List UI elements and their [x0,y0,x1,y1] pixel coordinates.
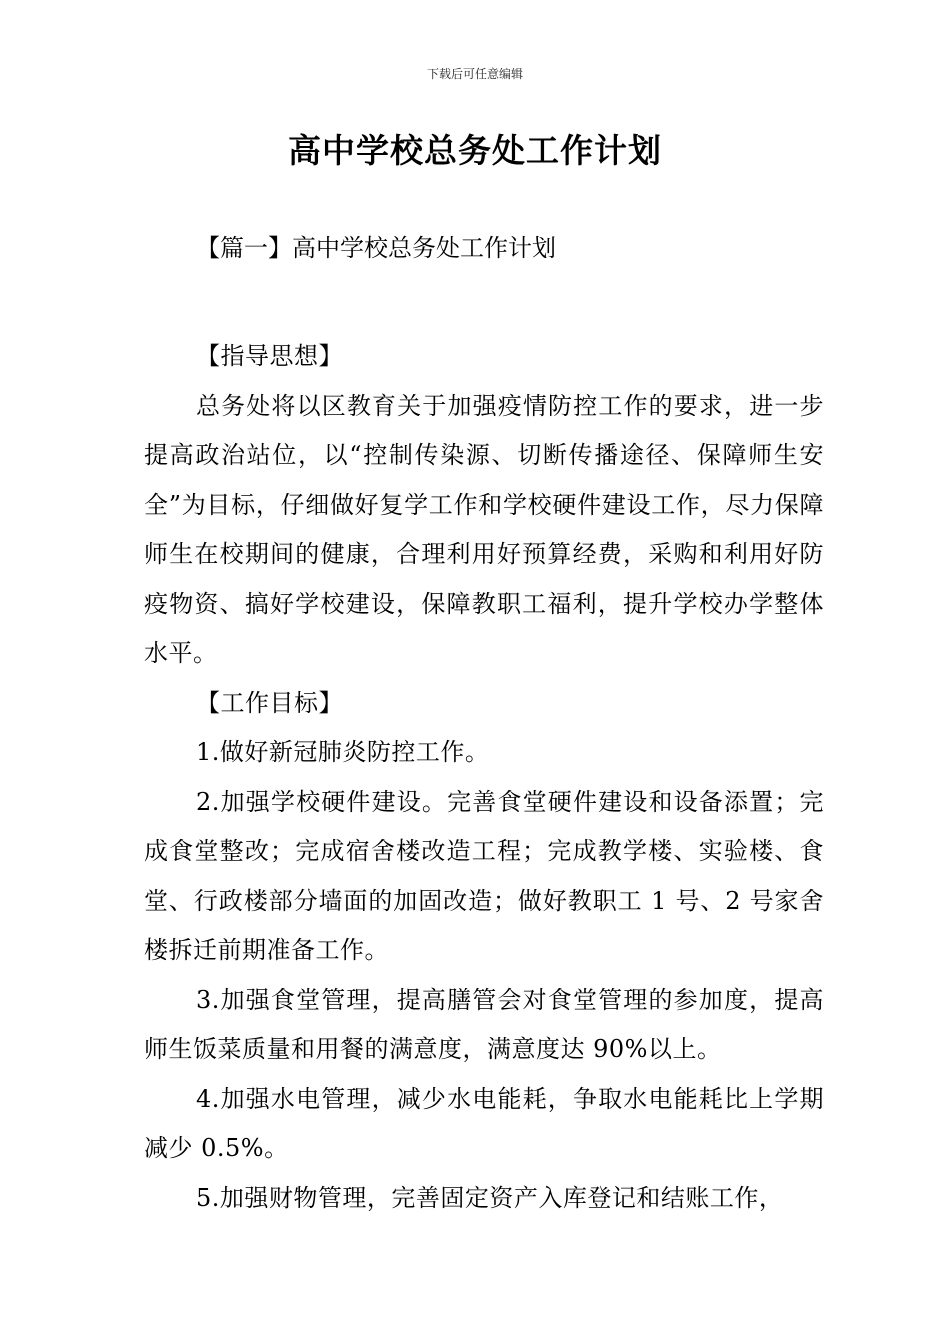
heading-guiding-thought: 【指导思想】 [196,342,343,370]
goal-item-4: 4.加强水电管理，减少水电能耗，争取水电能耗比上学期减少 0.5%。 [144,1084,824,1162]
heading-work-goals: 【工作目标】 [196,688,343,717]
document-title: 高中学校总务处工作计划 [288,131,662,170]
section-subtitle: 【篇一】高中学校总务处工作计划 [196,234,556,262]
paragraph-guiding-thought: 总务处将以区教育关于加强疫情防控工作的要求，进一步提高政治站位，以“控制传染源、切断传播途径、保障师生安全”为目标，仔细做好复学工作和学校硬件建设工作，尽力保障师生在校期间的健康，合理利用好预算经费，采购和利用好防疫物资、搞好学校建设，保障教职工福利，提升学校办学整体水平。 [144,391,824,667]
goal-item-1: 1.做好新冠肺炎防控工作。 [196,738,490,766]
goal-item-2: 2.加强学校硬件建设。完善食堂硬件建设和设备添置；完成食堂整改；完成宿舍楼改造工程；完成教学楼、实验楼、食堂、行政楼部分墙面的加固改造；做好教职工 1 号、2 号家舍楼拆迁前期准备工作。 [144,787,824,964]
goal-item-3: 3.加强食堂管理，提高膳管会对食堂管理的参加度，提高师生饭菜质量和用餐的满意度，满意度达 90%以上。 [144,985,824,1063]
document-body [144,332,824,1223]
header-note: 下载后可任意编辑 [426,67,523,81]
goal-item-5: 5.加强财物管理，完善固定资产入库登记和结账工作， [196,1183,784,1212]
